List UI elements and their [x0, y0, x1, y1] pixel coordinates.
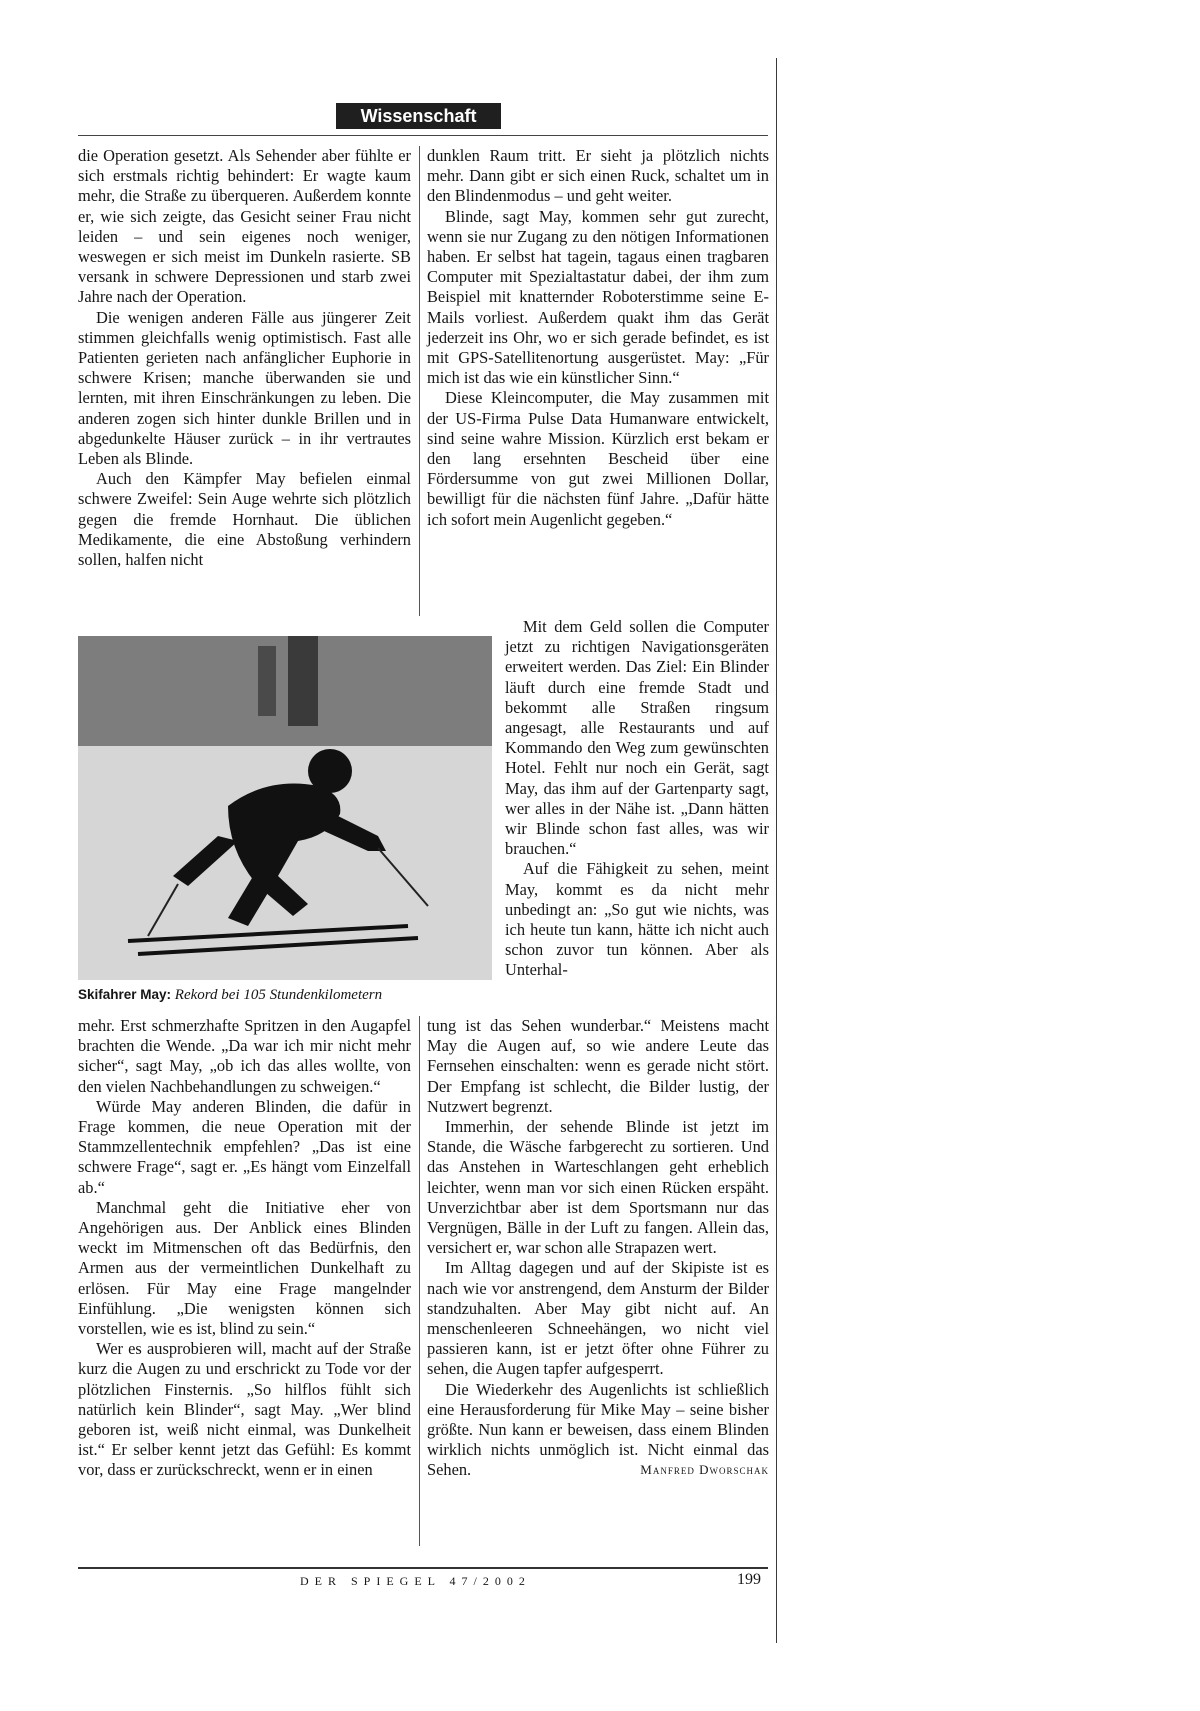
footer-rule — [78, 1567, 768, 1569]
header-rule — [78, 135, 768, 136]
column-left-bottom — [78, 1016, 411, 1481]
column-right-middle — [505, 617, 769, 981]
column-left-top — [78, 146, 411, 570]
caption-subject: Skifahrer May: — [78, 987, 172, 1002]
paragraph: Diese Kleincomputer, die May zusammen mit der US-Firma Pulse Data Humanware entwickelt, sind seine wahre Mission. Kürzlich erst bekam er den lang ersehnten Bescheid über eine Fördersumme von gut zwei Millionen Dollar, bewilligt für die nächsten fünf Jahre. „Dafür hätte ich sofort mein Augenlicht gegeben.“ — [427, 388, 769, 529]
paragraph: Blinde, sagt May, kommen sehr gut zurecht, wenn sie nur Zugang zu den nötigen Informationen haben. Er selbst hat tagein, tagaus einen tragbaren Computer mit Spezialtastatur dabei, der ihm zum Beispiel mit knatternder Roboterstimme seine E-Mails vorliest. Außerdem quakt ihm das Gerät jederzeit ins Ohr, wo er sich gerade befindet, es ist mit GPS-Satellitenortung ausgerüstet. May: „Für mich ist das wie ein künstlicher Sinn.“ — [427, 206, 769, 388]
photo-caption — [78, 986, 498, 1004]
skier-illustration — [78, 636, 492, 980]
paragraph: Im Alltag dagegen und auf der Skipiste ist es nach wie vor anstrengend, dem Ansturm der Bilder standzuhalten. Aber May gibt nicht auf. An menschenleeren Schneehängen, wo nicht viel passieren kann, ist er jetzt öfter ohne Führer zu sehen, die Augen tapfer aufgesperrt. — [427, 1258, 769, 1379]
paragraph: mehr. Erst schmerzhafte Spritzen in den Augapfel brachten die Wende. „Da war ich mir nicht mehr sicher“, sagt May, „ob ich das alles wollte, von den vielen Nachbehandlungen zu schweigen.“ — [78, 1016, 411, 1096]
section-label: Wissenschaft — [336, 103, 501, 129]
paragraph: die Operation gesetzt. Als Sehender aber fühlte er sich erstmals richtig behindert: Er wagte kaum mehr, die Straße zu überqueren. Außerdem konnte er, wie sich zeigte, das Gesicht seiner Frau nicht leiden – und sein eigenes noch weniger, weswegen er sich meist im Dunkeln rasierte. SB versank in schwere Depressionen und starb zwei Jahre nach der Operation. — [78, 146, 411, 307]
paragraph: Immerhin, der sehende Blinde ist jetzt im Stande, die Wäsche farbgerecht zu sortieren. Und das Anstehen in Warteschlangen geht erheblich leichter, wenn man vor sich einen Rücken erspäht. Unverzichtbar aber ist dem Sportsmann nur das Vergnügen, Bälle in der Luft zu fangen. Allein das, versichert er, war schon alle Strapazen wert. — [427, 1117, 769, 1258]
page-number: 199 — [737, 1571, 761, 1588]
column-right-top — [427, 146, 769, 530]
column-divider-bottom — [419, 1016, 420, 1546]
paragraph: Mit dem Geld sollen die Computer jetzt zu richtigen Navigationsgeräten erweitert werden. Das Ziel: Ein Blinder läuft durch eine fremde Stadt und bekommt alle Straßen ringsum angesagt, alle Restaurants und auf Kommando den Weg zum gewünschten Hotel. Fehlt nur noch ein Gerät, sagt May, das ihm auf der Gartenparty sagt, wer alles in der Nähe ist. „Dann hätten wir Blinde schon fast alles, was wir brauchen.“ — [505, 617, 769, 859]
paragraph: tung ist das Sehen wunderbar.“ Meistens macht May die Augen auf, so wie andere Leute das Fernsehen einschalten: wenn es gerade nicht stört. Der Empfang ist schlecht, die Bilder lustig, der Nutzwert begrenzt. — [427, 1016, 769, 1116]
page-edge-rule — [776, 58, 777, 1643]
column-divider-top — [419, 146, 420, 616]
caption-text: Rekord bei 105 Stundenkilometern — [174, 987, 383, 1003]
paragraph: Wer es ausprobieren will, macht auf der Straße kurz die Augen zu und erschrickt zu Tode vor der plötzlichen Finsternis. „So hilflos fühlt sich natürlich kein Blinder“, sagt May. „Wer blind geboren ist, weiß nicht einmal, was Dunkelheit ist.“ Er selber kennt jetzt das Gefühl: Es kommt vor, dass er zurückschreckt, wenn er in einen — [78, 1339, 411, 1480]
paragraph: Auf die Fähigkeit zu sehen, meint May, kommt es da nicht mehr unbedingt an: „So gut wie nichts, was ich heute tun kann, hätte ich nicht auch schon zuvor tun können. Aber als Unterhal- — [505, 859, 769, 980]
author-name: Manfred Dworschak — [640, 1462, 769, 1478]
paragraph: Die Wiederkehr des Augenlichts ist schließlich eine Herausforderung für Mike May – seine bisher größte. Nun kann er beweisen, dass einem Blinden wirklich nichts unmöglich ist. Nicht einmal das Sehen. Manfred Dworschak — [427, 1379, 769, 1480]
paragraph: Manchmal geht die Initiative eher von Angehörigen aus. Der Anblick eines Blinden weckt im Mitmenschen oft das Bedürfnis, den Armen aus der vermeintlichen Dunkelhaft zu erlösen. Für May eine Frage mangelnder Einfühlung. „Die wenigsten können sich vorstellen, wie es ist, blind zu sein.“ — [78, 1197, 411, 1339]
paragraph: Auch den Kämpfer May befielen einmal schwere Zweifel: Sein Auge wehrte sich plötzlich gegen die fremde Hornhaut. Die üblichen Medikamente, die eine Abstoßung verhindern sollen, halfen nicht — [78, 469, 411, 570]
magazine-issue: DER SPIEGEL 47/2002 — [300, 1574, 531, 1588]
column-right-bottom — [427, 1016, 769, 1481]
paragraph: dunklen Raum tritt. Er sieht ja plötzlich nichts mehr. Dann gibt er sich einen Ruck, schaltet um in den Blindenmodus – und geht weiter. — [427, 146, 769, 206]
skier-photo — [78, 636, 492, 980]
paragraph: Die wenigen anderen Fälle aus jüngerer Zeit stimmen gleichfalls wenig optimistisch. Fast alle Patienten gerieten nach anfänglicher Euphorie in schwere Krisen; manche überwanden sie und lernten, mit ihren Einschränkungen zu leben. Die anderen zogen sich hinter dunkle Brillen und in abgedunkelte Häuser zurück – in ihr vertrautes Leben als Blinde. — [78, 307, 411, 469]
paragraph: Würde May anderen Blinden, die dafür in Frage kommen, die neue Operation mit der Stammzellentechnik empfehlen? „Das ist eine schwere Frage“, sagt er. „Es hängt vom Einzelfall ab.“ — [78, 1096, 411, 1197]
